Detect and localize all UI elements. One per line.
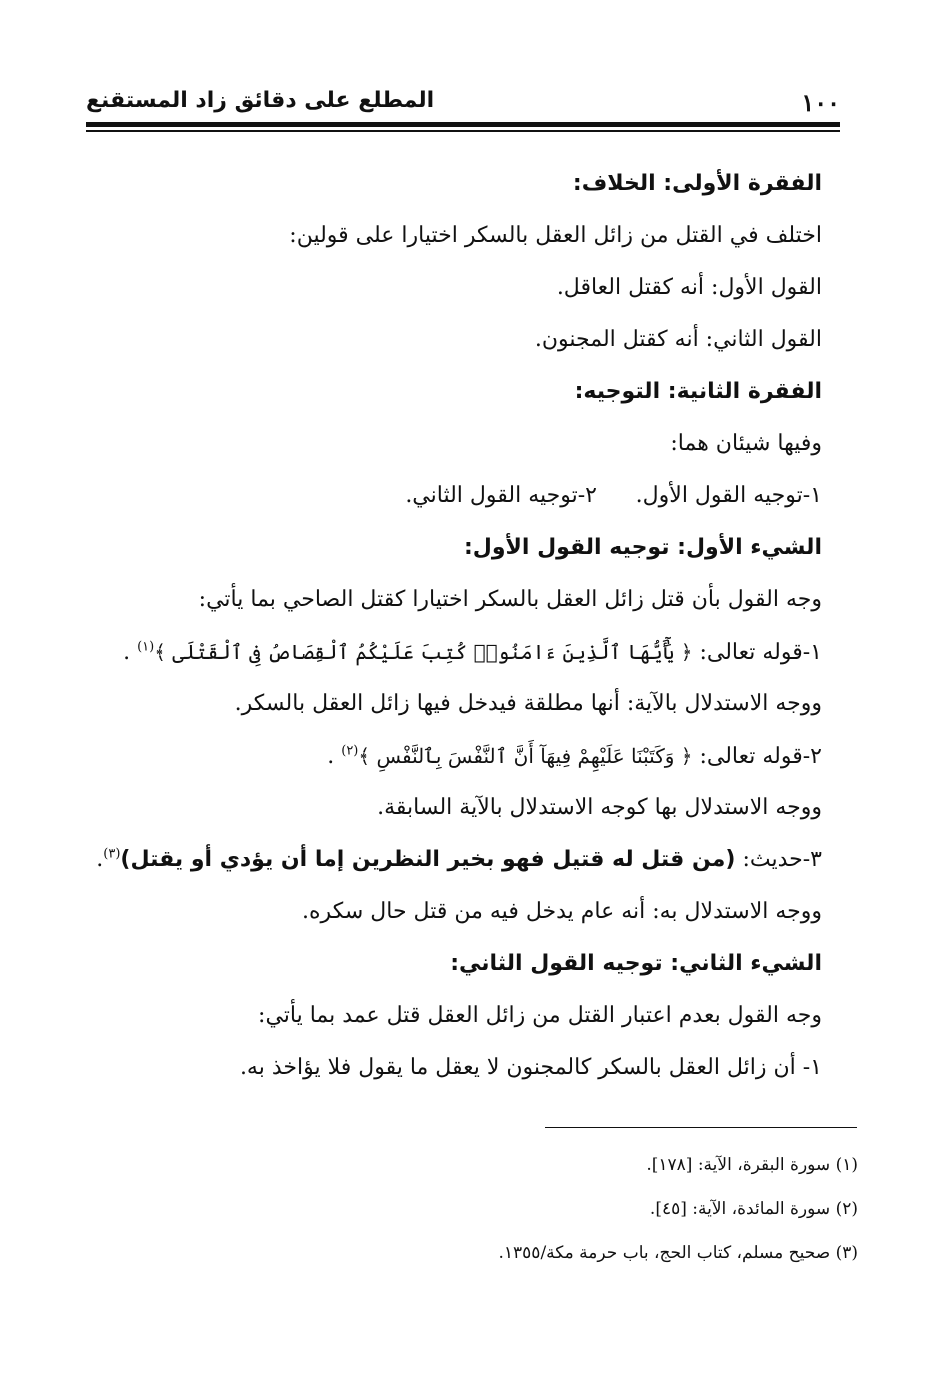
subheading-first-thing: الشيء الأول: توجيه القول الأول: [463,535,822,560]
footnotes [258,1150,858,1282]
header-rule-thin [86,130,840,132]
paragraph-line: وفيها شيئان هما: [670,431,822,456]
paragraph-line: اختلف في القتل من زائل العقل بالسكر اختيارا على قولين: [289,223,822,248]
paragraph-line: ووجه الاستدلال بالآية: أنها مطلقة فيدخل فيها زائل العقل بالسكر. [234,691,822,716]
section-heading-justification: الفقرة الثانية: التوجيه: [574,379,822,404]
paragraph-line: وجه القول بأن قتل زائل العقل بالسكر اختيارا كقتل الصاحي بما يأتي: [198,587,822,612]
footnote-3: (٣) صحيح مسلم، كتاب الحج، باب حرمة مكة/١٣٥٥. [498,1243,858,1263]
footnote-1: (١) سورة البقرة، الآية: [١٧٨]. [646,1155,858,1175]
running-title: المطلع على دقائق زاد المستقنع [86,88,435,113]
paragraph-line: ١- أن زائل العقل بالسكر كالمجنون لا يعقل ما يقول فلا يؤاخذ به. [239,1055,822,1080]
paragraph-line: وجه القول بعدم اعتبار القتل من زائل العقل قتل عمد بما يأتي: [258,1003,822,1028]
hadith-quote: (من قتل له قتيل فهو بخير النظرين إما أن يؤدي أو يقتل) [120,847,736,872]
evidence-prefix: ٣-حديث: [735,847,822,872]
subheading-second-thing: الشيء الثاني: توجيه القول الثاني: [450,951,822,976]
section-heading-disagreement: الفقرة الأولى: الخلاف: [572,171,822,196]
list-item-2: ٢-توجيه القول الثاني. [405,483,597,508]
evidence-line-1 [122,626,822,678]
evidence-line-2 [122,730,822,782]
punctuation: . [123,640,138,665]
paragraph-line: ووجه الاستدلال به: أنه عام يدخل فيه من قتل حال سكره. [302,899,822,924]
evidence-prefix: ١-قوله تعالى: [692,640,822,665]
list-item-1: ١-توجيه القول الأول. [635,483,822,508]
page-header [86,82,840,124]
footnote-ref: (٣) [103,846,121,862]
punctuation: . [96,847,104,872]
evidence-line-3 [96,834,822,886]
quran-quote: ﴿ وَكَتَبْنَا عَلَيْهِمْ فِيهَآ أَنَّ ٱلنَّفْسَ بِٱلنَّفْسِ ﴾ [358,744,693,768]
page-number: ١٠٠ [801,88,840,117]
first-opinion: القول الأول: أنه كقتل العاقل. [556,275,822,300]
quran-quote: ﴿ يَٰٓأَيُّهَا ٱلَّذِينَ ءَامَنُوا۟ كُتِبَ عَلَيْكُمُ ٱلْقِصَاصُ فِى ٱلْقَتْلَى ﴾ [154,640,693,664]
footnote-separator [545,1127,857,1128]
footnote-ref: (٢) [341,743,359,759]
footnote-2: (٢) سورة المائدة، الآية: [٤٥]. [649,1199,858,1219]
footnote-ref: (١) [137,639,155,655]
header-rule-thick [86,122,840,127]
punctuation: . [327,744,342,769]
second-opinion: القول الثاني: أنه كقتل المجنون. [534,327,822,352]
paragraph-line: ووجه الاستدلال بها كوجه الاستدلال بالآية السابقة. [377,795,822,820]
evidence-prefix: ٢-قوله تعالى: [692,744,822,769]
two-item-list [122,470,822,522]
main-text [96,158,822,1094]
